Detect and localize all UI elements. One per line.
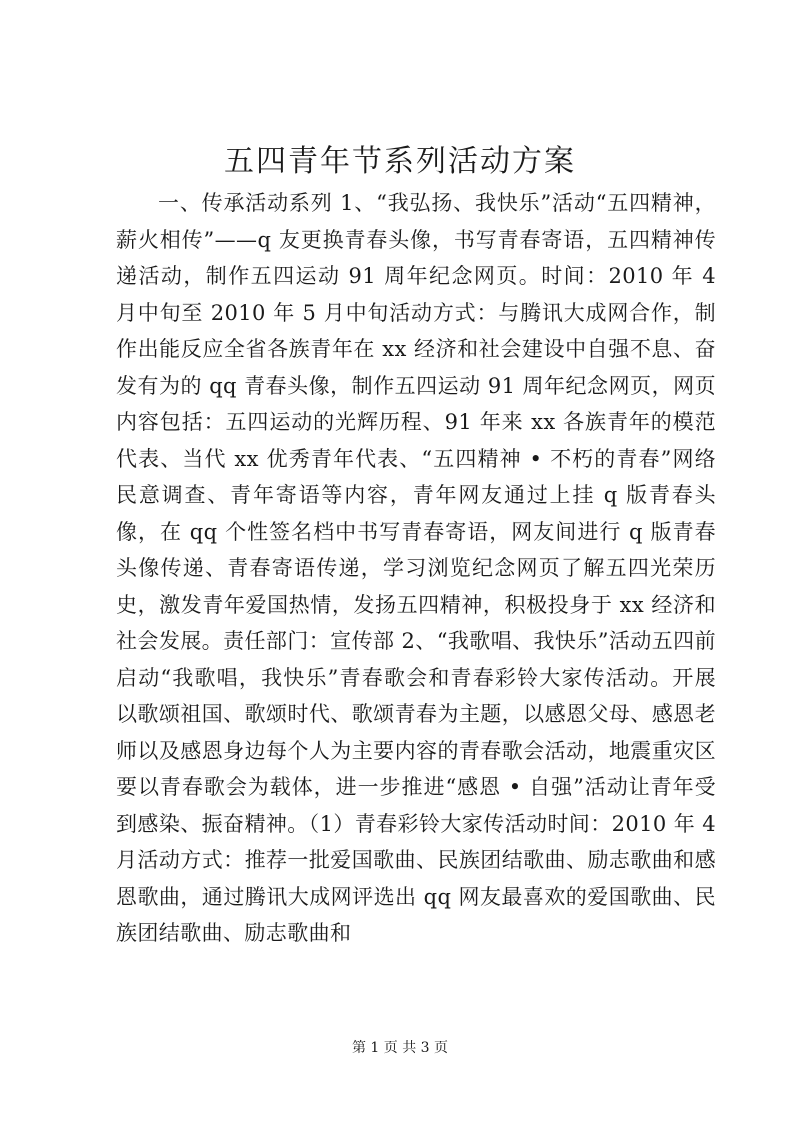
body-paragraph: 一、传承活动系列 1、“我弘扬、我快乐”活动“五四精神，薪火相传”——q 友更换青春头像，书写青春寄语，五四精神传递活动，制作五四运动 91 周年纪念网页。时间：2010 年 4 月中旬至 2010 年 5 月中旬活动方式：与腾讯大成网合作，制作出能反应全省各族青年在 xx 经济和社会建设中自强不息、奋发有为的 qq 青春头像，制作五四运动 91 周年纪念网页，网页内容包括：五四运动的光辉历程、91 年来 xx 各族青年的模范代表、当代 xx 优秀青年代表、“五四精神 • 不朽的青春”网络民意调查、青年寄语等内容，青年网友通过上挂 q 版青春头像，在 qq 个性签名档中书写青春寄语，网友间进行 q 版青春头像传递、青春寄语传递，学习浏览纪念网页了解五四光荣历史，激发青年爱国热情，发扬五四精神，积极投身于 xx 经济和社会发展。责任部门：宣传部 2、“我歌唱、我快乐”活动五四前启动“我歌唱，我快乐”青春歌会和青春彩铃大家传活动。开展以歌颂祖国、歌颂时代、歌颂青春为主题，以感恩父母、感恩老师以及感恩身边每个人为主要内容的青春歌会活动，地震重灾区要以青春歌会为载体，进一步推进“感恩 • 自强”活动让青年受到感染、振奋精神。（1）青春彩铃大家传活动时间：2010 年 4 月活动方式：推荐一批爱国歌曲、民族团结歌曲、励志歌曲和感恩歌曲，通过腾讯大成网评选出 qq 网友最喜欢的爱国歌曲、民族团结歌曲、励志歌曲和 (116, 191, 716, 945)
page-number: 第 1 页 共 3 页 (351, 1040, 449, 1056)
page-title: 五四青年节系列活动方案 (224, 144, 576, 179)
